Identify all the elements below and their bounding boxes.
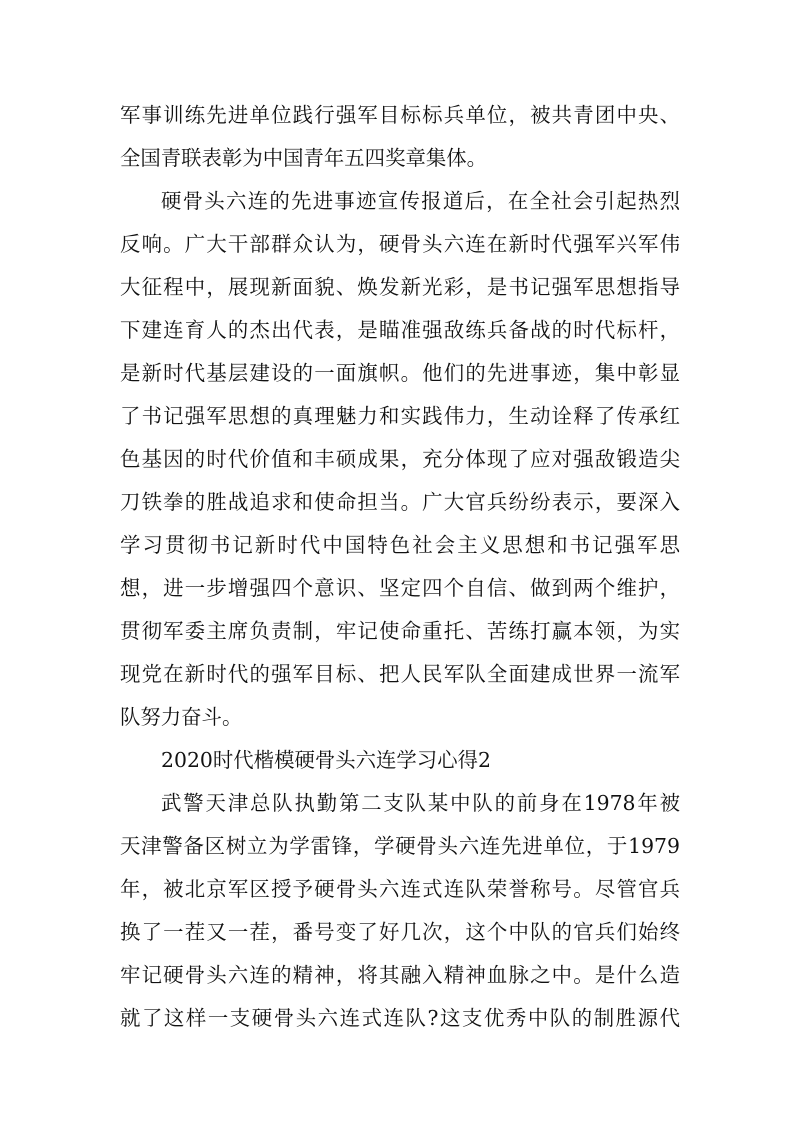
body-text-line: 学习贯彻书记新时代中国特色社会主义思想和书记强军思 — [120, 533, 680, 557]
body-text-line: 军事训练先进单位践行强军目标标兵单位，被共青团中央、 — [120, 103, 680, 127]
body-text-line: 换了一茬又一茬，番号变了好几次，这个中队的官兵们始终 — [120, 920, 680, 944]
body-text-line: 刀铁拳的胜战追求和使命担当。广大官兵纷纷表示，要深入 — [120, 490, 680, 514]
body-text-line: 想，进一步增强四个意识、坚定四个自信、做到两个维护， — [120, 576, 680, 600]
body-text-line: 牢记硬骨头六连的精神，将其融入精神血脉之中。是什么造 — [120, 963, 680, 987]
body-text-line: 天津警备区树立为学雷锋，学硬骨头六连先进单位，于1979 — [120, 834, 680, 858]
body-text-line: 队努力奋斗。 — [120, 705, 243, 729]
body-text-line: 年，被北京军区授予硬骨头六连式连队荣誉称号。尽管官兵 — [120, 877, 680, 901]
body-text-line: 了书记强军思想的真理魅力和实践伟力，生动诠释了传承红 — [120, 404, 680, 428]
body-text-line: 全国青联表彰为中国青年五四奖章集体。 — [120, 146, 488, 170]
body-text-line: 现党在新时代的强军目标、把人民军队全面建成世界一流军 — [120, 662, 680, 686]
body-text-line: 反响。广大干部群众认为，硬骨头六连在新时代强军兴军伟 — [120, 232, 680, 256]
body-text-line: 大征程中，展现新面貌、焕发新光彩，是书记强军思想指导 — [120, 275, 680, 299]
paragraph-first-line: 硬骨头六连的先进事迹宣传报道后，在全社会引起热烈 — [161, 189, 680, 213]
body-text-line: 是新时代基层建设的一面旗帜。他们的先进事迹，集中彰显 — [120, 361, 680, 385]
paragraph-first-line: 武警天津总队执勤第二支队某中队的前身在1978年被 — [161, 791, 680, 815]
body-text-line: 贯彻军委主席负责制，牢记使命重托、苦练打赢本领，为实 — [120, 619, 680, 643]
body-text-line: 就了这样一支硬骨头六连式连队?这支优秀中队的制胜源代 — [120, 1006, 680, 1030]
body-text-line: 下建连育人的杰出代表，是瞄准强敌练兵备战的时代标杆， — [120, 318, 680, 342]
section-heading: 2020时代楷模硬骨头六连学习心得2 — [161, 748, 491, 772]
body-text-line: 色基因的时代价值和丰硕成果，充分体现了应对强敌锻造尖 — [120, 447, 680, 471]
